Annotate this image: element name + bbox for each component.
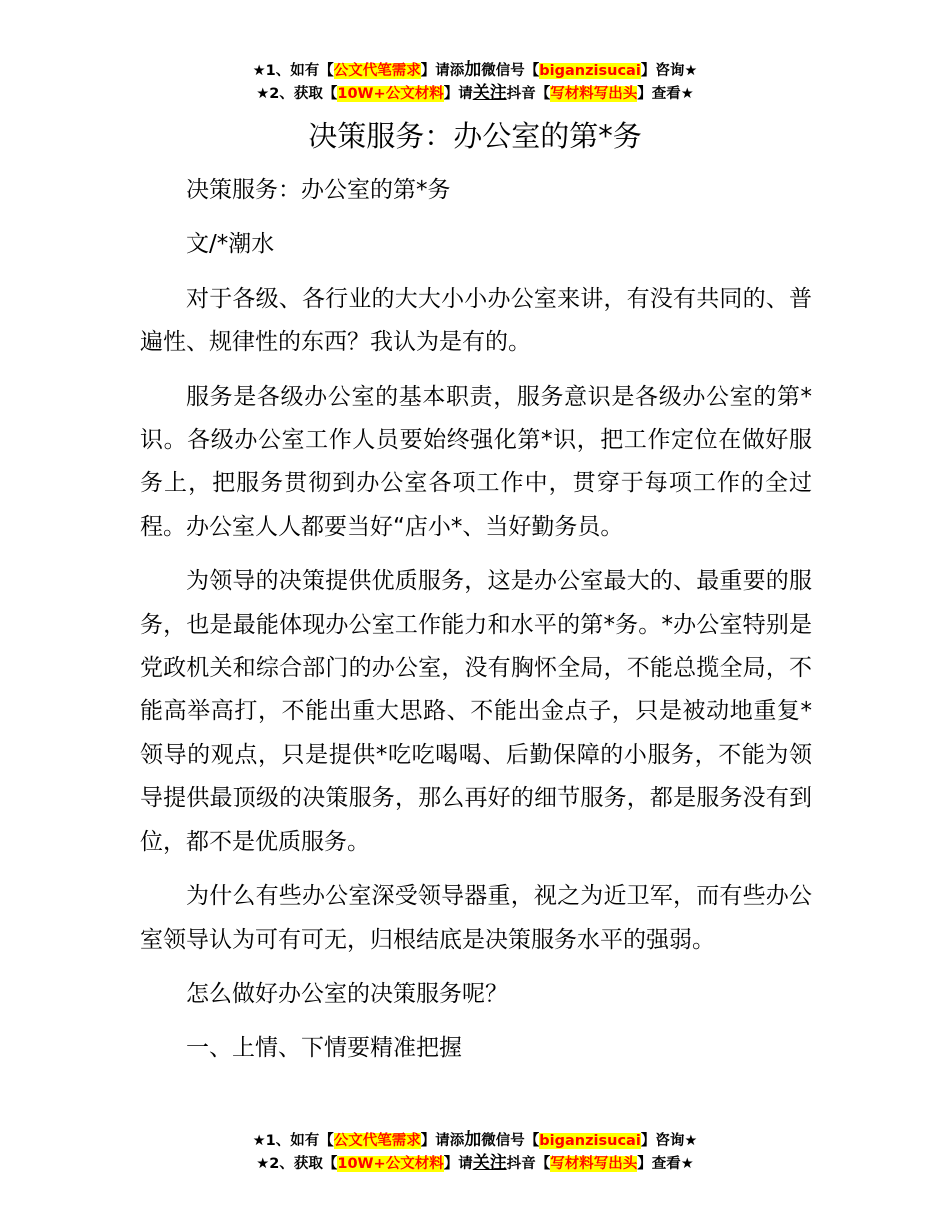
banner-text: 】查看★ xyxy=(637,1156,694,1172)
banner-text: ★2、获取【 xyxy=(256,86,338,102)
paragraph: 怎么做好办公室的决策服务呢？ xyxy=(186,980,508,1007)
banner-emphasis: 关注 xyxy=(472,83,507,103)
banner-line-2 xyxy=(0,1152,950,1175)
banner-highlight: 10W+公文材料 xyxy=(337,1156,444,1172)
banner-emphasis: 加 xyxy=(464,1130,482,1150)
banner-text: 微信号【 xyxy=(481,1133,540,1149)
banner-text: 】请添 xyxy=(420,1133,465,1149)
banner-highlight: 10W+公文材料 xyxy=(337,86,444,102)
banner-text: 】查看★ xyxy=(637,86,694,102)
banner-text: 微信号【 xyxy=(481,63,540,79)
banner-text: ★2、获取【 xyxy=(256,1156,338,1172)
banner-highlight: biganzisucai xyxy=(539,63,641,79)
banner-text: 】请添 xyxy=(420,63,465,79)
paragraph: 对于各级、各行业的大大小小办公室来讲，有没有共同的、普遍性、规律性的东西？我认为是有的。 xyxy=(140,285,812,356)
paragraph: 服务是各级办公室的基本职责，服务意识是各级办公室的第*识。各级办公室工作人员要始终强化第*识，把工作定位在做好服务上，把服务贯彻到办公室各项工作中，贯穿于每项工作的全过程。办公室人人都要当好“店小*、当好勤务员。 xyxy=(140,383,812,540)
banner-text: 】请 xyxy=(443,86,473,102)
banner-line-1 xyxy=(0,59,950,82)
banner-text: ★1、如有【 xyxy=(252,63,334,79)
footer-banner xyxy=(0,1129,950,1175)
banner-text: 】咨询★ xyxy=(640,1133,698,1149)
banner-line-2 xyxy=(0,82,950,105)
banner-highlight: 写材料写出头 xyxy=(550,86,638,102)
banner-line-1 xyxy=(0,1129,950,1152)
section-heading: 一、上情、下情要精准把握 xyxy=(186,1035,462,1062)
paragraph: 为领导的决策提供优质服务，这是办公室最大的、最重要的服务，也是最能体现办公室工作能力和水平的第*务。*办公室特别是党政机关和综合部门的办公室，没有胸怀全局，不能总揽全局，不能高举高打，不能出重大思路、不能出金点子，只是被动地重复*领导的观点，只是提供*吃吃喝喝、后勤保障的小服务，不能为领导提供最顶级的决策服务，那么再好的细节服务，都是服务没有到位，都不是优质服务。 xyxy=(140,568,812,855)
banner-highlight: biganzisucai xyxy=(539,1133,641,1149)
paragraph: 决策服务：办公室的第*务 xyxy=(186,177,451,203)
banner-text: 】咨询★ xyxy=(640,63,698,79)
banner-emphasis: 关注 xyxy=(472,1153,507,1173)
banner-text: 抖音【 xyxy=(506,1156,551,1172)
banner-emphasis: 加 xyxy=(464,60,482,80)
document-body xyxy=(140,169,812,1082)
banner-highlight: 公文代笔需求 xyxy=(333,1133,421,1149)
banner-text: 】请 xyxy=(443,1156,473,1172)
banner-highlight: 写材料写出头 xyxy=(550,1156,638,1172)
banner-highlight: 公文代笔需求 xyxy=(333,63,421,79)
header-banner xyxy=(0,59,950,105)
paragraph: 为什么有些办公室深受领导器重，视之为近卫军，而有些办公室领导认为可有可无，归根结底是决策服务水平的强弱。 xyxy=(140,883,812,953)
paragraph: 文/*潮水 xyxy=(186,231,275,258)
document-title: 决策服务：办公室的第*务 xyxy=(308,119,642,153)
banner-text: 抖音【 xyxy=(506,86,551,102)
banner-text: ★1、如有【 xyxy=(252,1133,334,1149)
